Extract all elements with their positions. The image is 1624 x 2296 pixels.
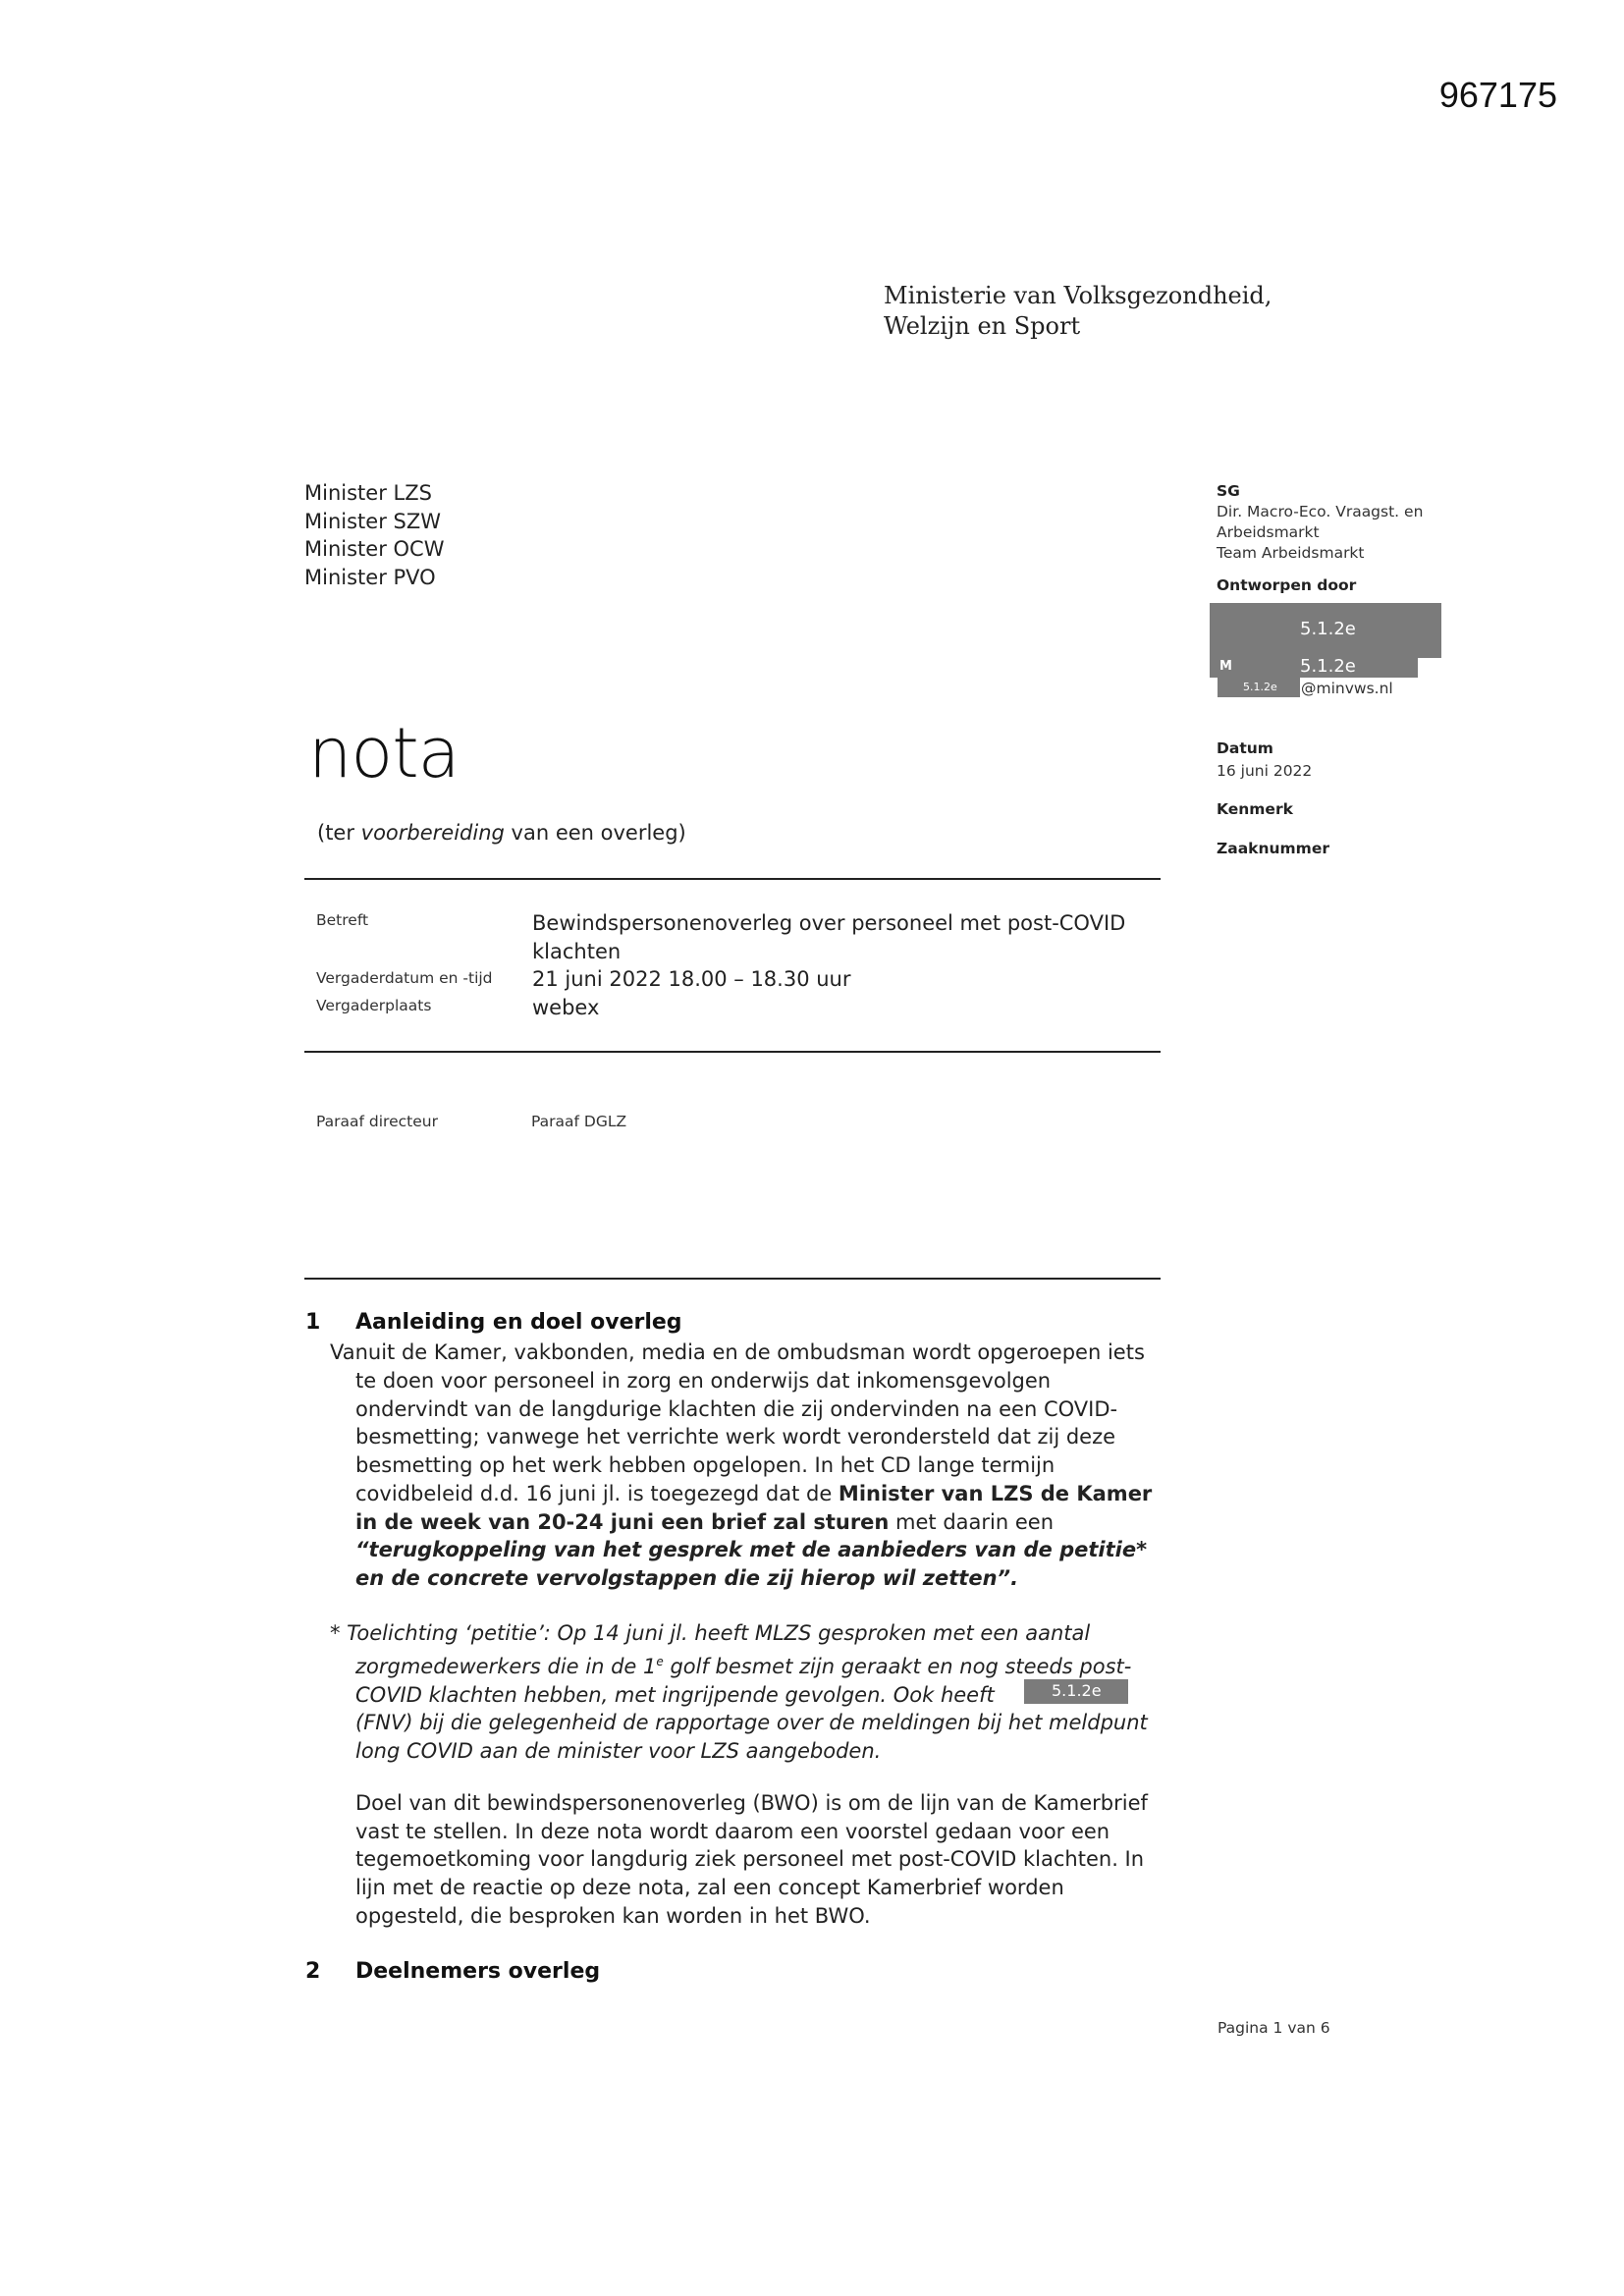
redaction-code: 5.1.2e	[1243, 681, 1277, 693]
recipient: Minister SZW	[304, 509, 441, 533]
ministry-line-2: Welzijn en Sport	[884, 312, 1081, 340]
paraph-dglz-label: Paraaf DGLZ	[531, 1113, 627, 1130]
page-number: Pagina 1 van 6	[1218, 2019, 1330, 2037]
paragraph-line: besmetting op het werk hebben opgelopen. In het CD lange termijn	[355, 1453, 1056, 1478]
text: met daarin een	[889, 1509, 1055, 1534]
paragraph-line	[355, 1480, 1152, 1508]
paragraph-2	[355, 1789, 1148, 1931]
subject-line: klachten	[532, 939, 622, 963]
paragraph-line	[355, 1508, 1152, 1537]
paragraph-line	[355, 1648, 1148, 1681]
superscript: e	[656, 1655, 664, 1668]
divider	[304, 878, 1161, 880]
meeting-time-value: 21 juni 2022 18.00 – 18.30 uur	[532, 967, 851, 991]
redaction-code: 5.1.2e	[1052, 1681, 1102, 1700]
paragraph-1-line: Vanuit de Kamer, vakbonden, media en de ombudsman wordt opgeroepen iets	[330, 1340, 1145, 1364]
bold-text: in de week van 20-24 juni een brief zal sturen	[355, 1509, 890, 1534]
redaction-block	[1210, 658, 1418, 678]
paragraph-line: te doen voor personeel in zorg en onderwijs dat inkomensgevolgen	[355, 1369, 1052, 1393]
section-2-number: 2	[305, 1959, 321, 1984]
text: zorgmedewerkers die in de 1	[355, 1655, 657, 1678]
recipient: Minister LZS	[304, 481, 432, 505]
paragraph-line: long COVID aan de minister voor LZS aangeboden.	[355, 1739, 882, 1764]
divider	[304, 1051, 1161, 1053]
meeting-time-label: Vergaderdatum en -tijd	[316, 969, 493, 987]
document-subtitle	[317, 821, 686, 845]
email-suffix: @minvws.nl	[1301, 680, 1393, 697]
ministry-logo-text	[884, 281, 1272, 342]
sidebar-date-label: Datum	[1217, 739, 1273, 757]
sidebar-directorate-2: Arbeidsmarkt	[1217, 523, 1320, 541]
subtitle-text: (ter	[317, 821, 361, 845]
quote-line: en de concrete vervolgstappen die zij hierop wil zetten”.	[355, 1565, 1019, 1590]
petition-note	[355, 1648, 1148, 1766]
sidebar-date-value: 16 juni 2022	[1217, 762, 1313, 780]
paragraph-line: vast te stellen. In deze nota wordt daarom een voorstel gedaan voor een	[355, 1819, 1110, 1843]
redaction-code: 5.1.2e	[1300, 656, 1356, 677]
paraph-director-label: Paraaf directeur	[316, 1113, 438, 1130]
petition-note-line: * Toelichting ‘petitie’: Op 14 juni jl. heeft MLZS gesproken met een aantal	[330, 1621, 1091, 1645]
text: golf besmet zijn geraakt en nog steeds post-	[663, 1655, 1132, 1678]
paragraph-line: tegemoetkoming voor langdurig ziek personeel met post-COVID klachten. In	[355, 1847, 1145, 1872]
meeting-place-label: Vergaderplaats	[316, 997, 432, 1014]
sidebar-kenmerk-label: Kenmerk	[1217, 800, 1293, 818]
paragraph-line: lijn met de reactie op deze nota, zal een concept Kamerbrief worden	[355, 1876, 1064, 1900]
paragraph-line: (FNV) bij die gelegenheid de rapportage over de meldingen bij het meldpunt	[355, 1711, 1148, 1735]
subject-value	[532, 909, 1125, 965]
section-1-number: 1	[305, 1310, 321, 1335]
subject-line: Bewindspersonenoverleg over personeel met post-COVID	[532, 911, 1126, 935]
recipient: Minister OCW	[304, 537, 445, 561]
document-id: 967175	[1438, 75, 1557, 115]
subtitle-text: van een overleg)	[504, 821, 686, 845]
divider	[304, 1278, 1161, 1280]
paragraph-line: ondervindt van de langdurige klachten die zij ondervinden na een COVID-	[355, 1396, 1118, 1421]
sidebar-org-code: SG	[1217, 482, 1240, 500]
paragraph-1	[355, 1367, 1152, 1593]
ministry-line-1: Ministerie van Volksgezondheid,	[884, 282, 1272, 309]
redaction-block	[1024, 1679, 1128, 1704]
redaction-block	[1218, 678, 1300, 697]
sidebar-directorate-1: Dir. Macro-Eco. Vraagst. en	[1217, 503, 1424, 520]
recipients-list	[304, 479, 444, 591]
sidebar-zaaknummer-label: Zaaknummer	[1217, 840, 1329, 857]
sidebar-designed-by-label: Ontworpen door	[1217, 576, 1357, 594]
sidebar-team: Team Arbeidsmarkt	[1217, 544, 1365, 562]
paragraph-line: COVID klachten hebben, met ingrijpende gevolgen. Ook heeft	[355, 1682, 995, 1707]
paragraph-line: besmetting; vanwege het verrichte werk wordt verondersteld dat zij deze	[355, 1425, 1116, 1449]
document-title: nota	[308, 713, 460, 793]
meeting-place-value: webex	[532, 996, 600, 1019]
paragraph-line: Doel van dit bewindspersonenoverleg (BWO) is om de lijn van de Kamerbrief	[355, 1791, 1148, 1815]
bold-text: Minister van LZS de Kamer	[838, 1481, 1153, 1505]
phone-prefix: M	[1219, 659, 1232, 674]
section-2-title: Deelnemers overleg	[355, 1959, 601, 1984]
text: covidbeleid d.d. 16 juni jl. is toegezegd dat de	[355, 1481, 839, 1505]
redaction-block	[1210, 603, 1441, 658]
section-1-title: Aanleiding en doel overleg	[355, 1310, 682, 1335]
redaction-code: 5.1.2e	[1300, 619, 1356, 639]
quote-line: “terugkoppeling van het gesprek met de aanbieders van de petitie*	[355, 1538, 1148, 1562]
subtitle-emphasis: voorbereiding	[360, 821, 505, 845]
recipient: Minister PVO	[304, 565, 436, 589]
subject-label: Betreft	[316, 911, 369, 929]
paragraph-line: opgesteld, die besproken kan worden in het BWO.	[355, 1903, 871, 1928]
